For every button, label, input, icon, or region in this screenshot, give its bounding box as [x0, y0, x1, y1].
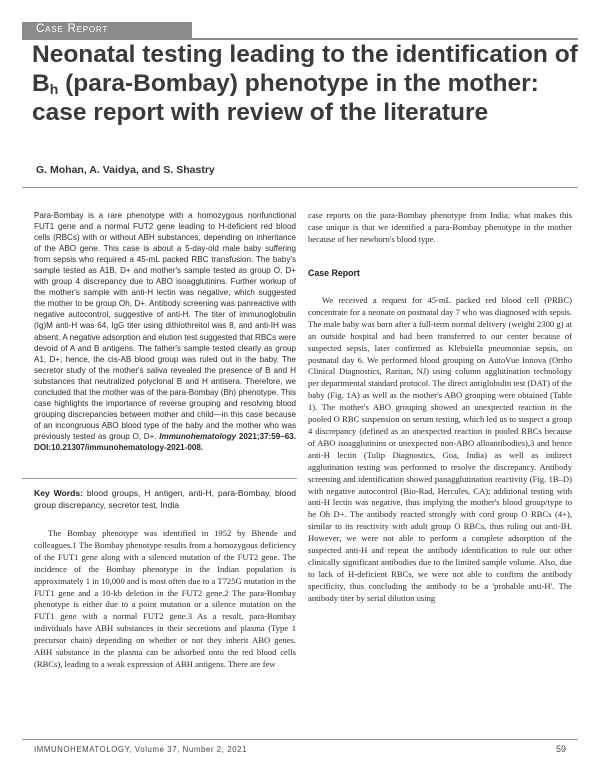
keywords-text: blood groups, H antigen, anti-H, para-Bombay, blood group discrepancy, secretor test, India	[34, 488, 297, 510]
category-label: Case Report	[36, 23, 109, 35]
article-title	[32, 40, 580, 127]
divider-keywords	[22, 478, 297, 479]
intro-continued	[308, 210, 572, 246]
divider-footer	[22, 739, 578, 740]
intro-paragraph: The Bombay phenotype was identified in 1952 by Bhende and colleagues.1 The Bombay phenotype results from a homozygous deficiency of the FUT1 gene along with a silenced mutation of the FUT2 gene. The incidence of the Bombay phenotype in the Indian population is approximately 1 in 10,000 and is most often due to a T725G mutation in the FUT1 gene and a 10-kb deletion in the FUT2 gene.2 The para-Bombay phenotype is either due to a point mutation or a silence mutation on the FUT1 gene with a normal FUT2 gene.3 As a result, para-Bombay individuals have ABH substances in their secretions and plasma (Type 1 precursor chain) depending on whether or not they inherit ABO genes. ABH substance in the plasma can be adsorbed onto the red blood cells (RBCs), leading to a weak expression of ABH antigens. There are few	[34, 528, 296, 669]
section-heading-case-report: Case Report	[308, 268, 360, 278]
footer-journal: IMMUNOHEMATOLOGY, Volume 37, Number 2, 2021	[34, 745, 247, 754]
author-list: G. Mohan, A. Vaidya, and S. Shastry	[36, 164, 215, 176]
title-subscript: h	[49, 81, 59, 97]
divider-top	[22, 187, 578, 188]
case-report-paragraph: We received a request for 45-mL packed red blood cell (PRBC) concentrate for a neonate on postnatal day 7 who was diagnosed with sepsis. The male baby was born after a full-term normal delivery (weight 2300 g) at an outside hospital and had been transferred to our center because of suspected sepsis, later confirmed as Klebsiella pneumoniae sepsis, on postnatal day 6. We performed blood grouping on AutoVue Innova (Ortho Clinical Diagnostics, Raritan, NJ) using column agglutination technology per departmental standard protocol. The direct antiglobulin test (DAT) of the baby (Fig. 1A) as well as the mother's ABO grouping were obtained (Table 1). The mother's ABO grouping showed an unexpected reaction in the pooled O RBC suspension on serum testing, which led us to suspect a group 4 discrepancy (defined as an unexpected reaction in pooled RBCs because of ABO isoagglutinins or unexpected non-ABO alloantibodies),3 and hence anti-H lectin (Tulip Diagnostics, Goa, India) as well as indirect agglutination testing was performed to resolve the discrepancy. Antibody screening and identification showed panagglutination reactivity (Fig. 1B–D) with negative autocontrol (Bio-Rad, Hercules, CA); additional testing with anti-H lectin was negative, thus implying the mother's blood group/type to be Oh D+. The antibody reacted strongly with cord group O RBCs (4+), similar to its reactivity with adult group O RBCs, thus ruling out anti-IH. However, we were not able to perform a complete adsorption of the suspected anti-H and repeat the antibody identification to rule out other clinically significant antibodies due to the limited sample volume. Also, due to lack of H-deficient RBCs, we were not able to confirm the antibody specificity, thus concluding the antibody to be a 'probable anti-H'. The antibody titer by serial dilution using	[308, 295, 572, 603]
title-part1: Neonatal testing leading to the identification of B	[32, 41, 578, 97]
intro-continued-paragraph: case reports on the para-Bombay phenotype from India; what makes this case unique is that we identified a para-Bombay phenotype in the mother because of her newborn's blood type.	[308, 210, 572, 244]
introduction	[34, 528, 296, 671]
keywords	[34, 487, 296, 511]
abstract-journal: Immunohematology	[159, 431, 237, 441]
keywords-label: Key Words:	[34, 488, 84, 498]
abstract	[34, 210, 296, 453]
page-number: 59	[555, 744, 566, 754]
abstract-doi: DOI:10.21307/immunohematology-2021-008.	[34, 442, 204, 452]
case-report-body	[308, 295, 572, 605]
abstract-text: Para-Bombay is a rare phenotype with a homozygous nonfunctional FUT1 gene and a normal FUT2 gene leading to H-deficient red blood cells (RBCs) with or without ABH substances, depending on inheritance of the ABO gene. This case is about a 5-day-old male baby suffering from sepsis who required a 45-mL packed RBC transfusion. The baby's sample tested as A1B, D+ and mother's sample tested as group O, D+ with group 4 discrepancy due to ABO isoagglutinins. Further workup of the mother's sample with anti-H lectin was negative, which suggested the mother to be group Oh, D+. Antibody screening was panreactive with negative autocontrol, suggestive of anti-H. The titer of immunoglobulin (Ig)M anti-H was 64, IgG titer using dithiothreitol was 8, and anti-IH was absent. A negative adsorption and elution test suggested that RBCs were devoid of A and B antigens. The father's sample tested clearly as group A1, D+; hence, the cis-AB blood group was ruled out in the baby. The secretor study of the mother's saliva revealed the presence of B and H substances that neutralized polyclonal B and H antisera. Therefore, we concluded that the mother was of the para-Bombay (Bh) phenotype. This case highlights the importance of reverse grouping and resolving blood grouping discrepancies between mother and child—in this case because of an incongruous ABO blood type of the baby and the mother who was previously tested as group O, D+.	[34, 211, 296, 441]
category-banner	[22, 22, 192, 38]
abstract-citation: 2021;37:59–63.	[238, 431, 297, 441]
title-part2: (para-Bombay) phenotype in the mother: case report with review of the literature	[32, 70, 539, 126]
